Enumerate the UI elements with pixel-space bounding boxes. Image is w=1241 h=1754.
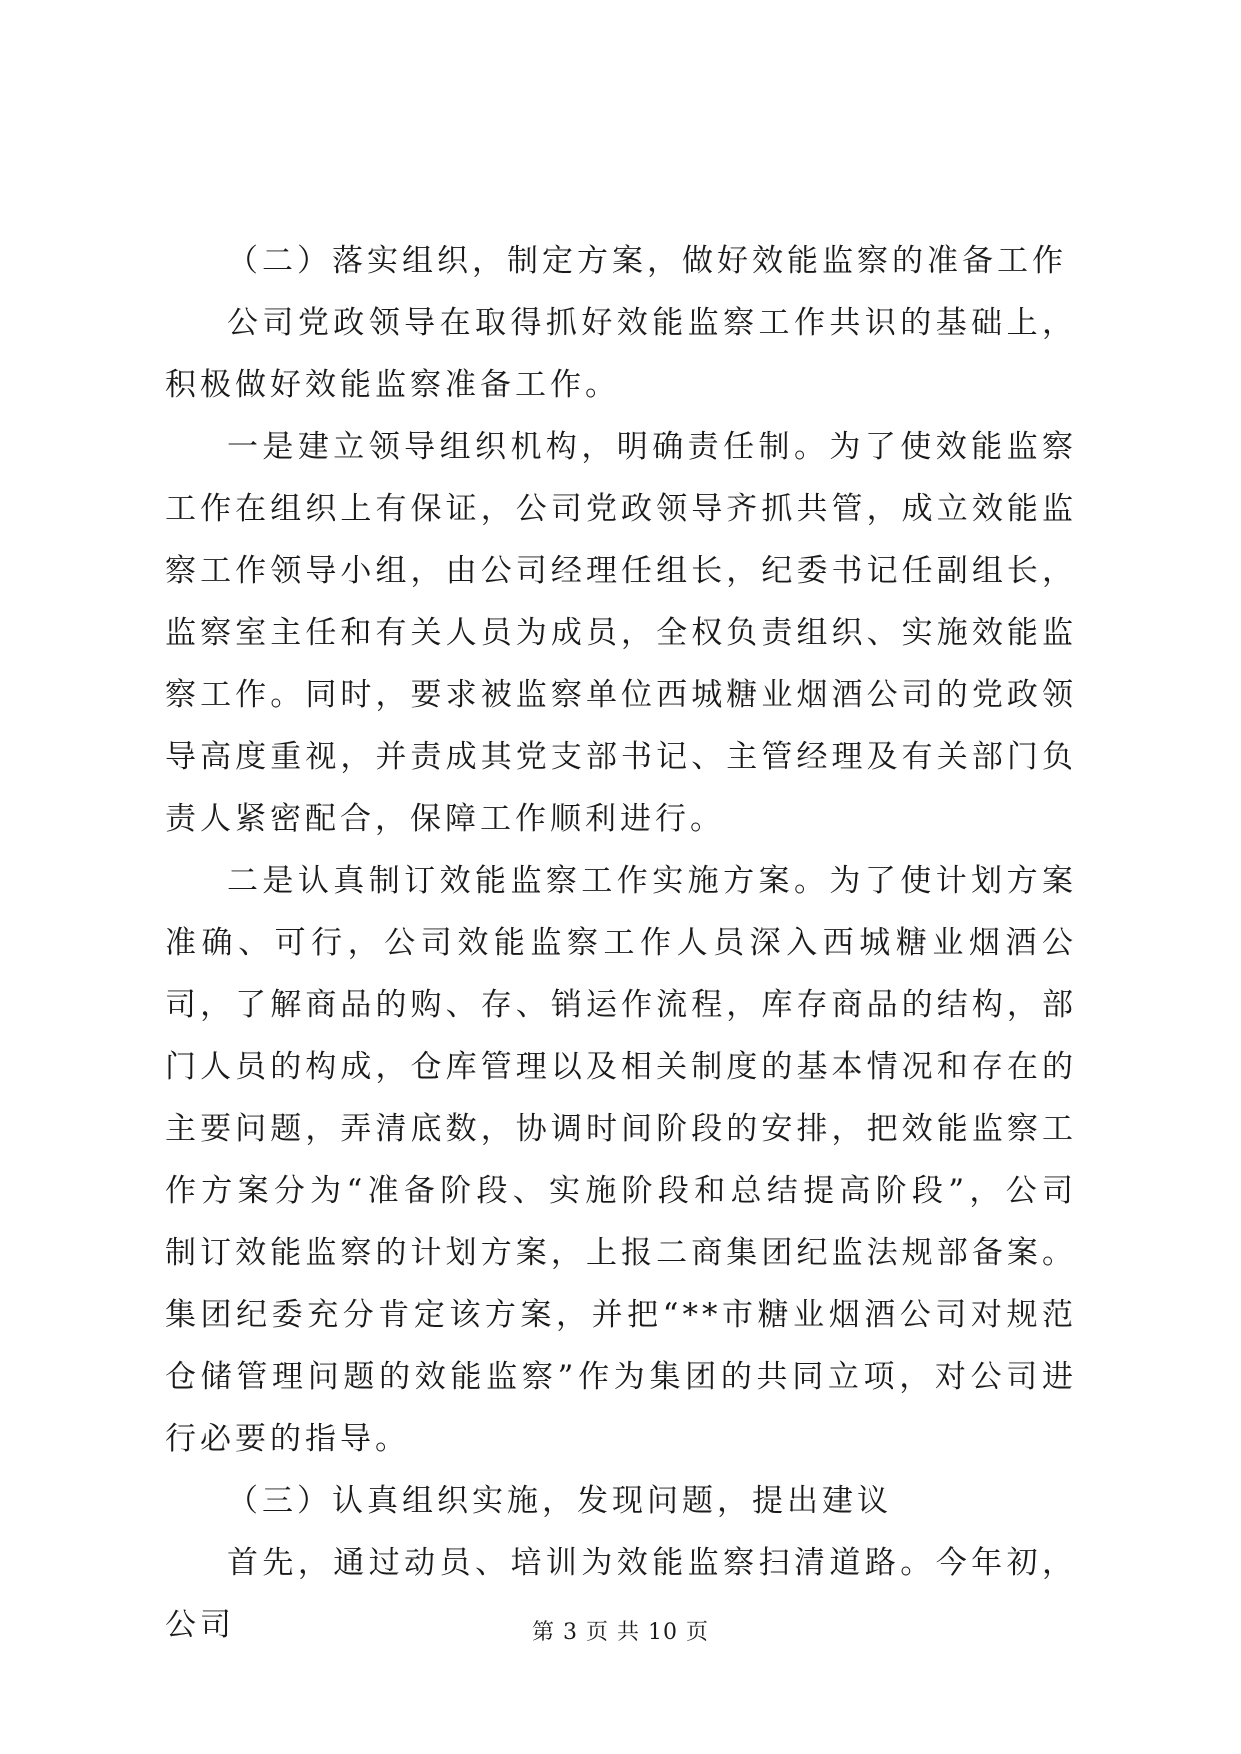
- paragraph-plan: 二是认真制订效能监察工作实施方案。为了使计划方案准确、可行，公司效能监察工作人员深入西城糖业烟酒公司，了解商品的购、存、销运作流程，库存商品的结构，部门人员的构成，仓库管理以及相关制度的基本情况和存在的主要问题，弄清底数，协调时间阶段的安排，把效能监察工作方案分为“准备阶段、实施阶段和总结提高阶段”，公司制订效能监察的计划方案，上报二商集团纪监法规部备案。集团纪委充分肯定该方案，并把“**市糖业烟酒公司对规范仓储管理问题的效能监察”作为集团的共同立项，对公司进行必要的指导。: [165, 863, 1077, 1457]
- document-body: [165, 230, 1077, 1656]
- paragraph-consensus: 公司党政领导在取得抓好效能监察工作共识的基础上，积极做好效能监察准备工作。: [165, 305, 1077, 403]
- page-footer: 第 3 页 共 10 页: [532, 1620, 709, 1645]
- paragraph-organization: 一是建立领导组织机构，明确责任制。为了使效能监察工作在组织上有保证，公司党政领导齐抓共管，成立效能监察工作领导小组，由公司经理任组长，纪委书记任副组长，监察室主任和有关人员为成员，全权负责组织、实施效能监察工作。同时，要求被监察单位西城糖业烟酒公司的党政领导高度重视，并责成其党支部书记、主管经理及有关部门负责人紧密配合，保障工作顺利进行。: [165, 429, 1077, 837]
- section-heading-3: （三）认真组织实施，发现问题，提出建议: [227, 1483, 892, 1519]
- section-heading-2: （二）落实组织，制定方案，做好效能监察的准备工作: [227, 243, 1067, 279]
- paragraph-training: 首先，通过动员、培训为效能监察扫清道路。今年初，公司: [165, 1545, 1077, 1643]
